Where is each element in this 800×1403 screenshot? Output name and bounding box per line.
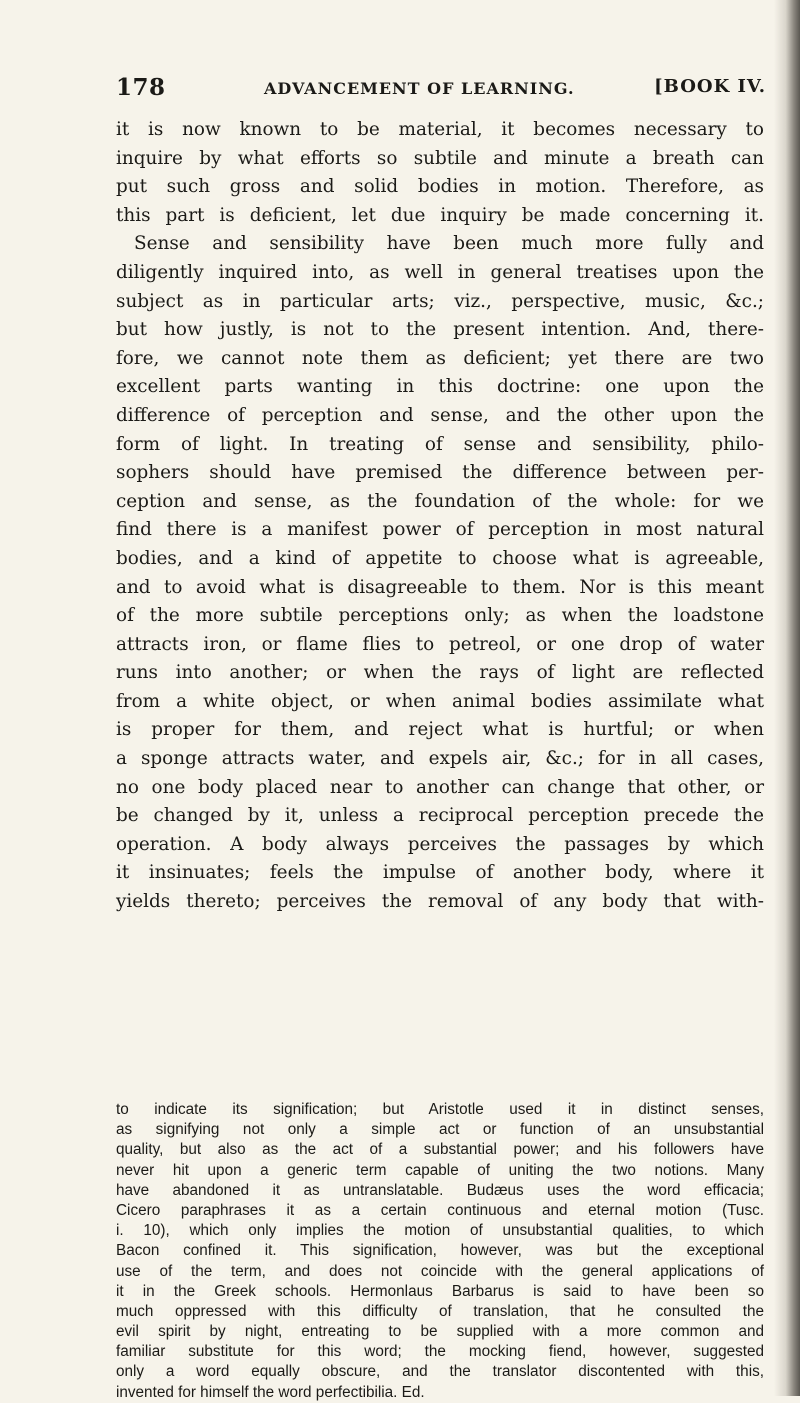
body-line: from a white object, or when animal bodies assimilate what <box>116 690 764 712</box>
body-line: inquire by what efforts so subtile and minute a breath can <box>116 147 764 169</box>
body-line: form of light. In treating of sense and sensibility, philo- <box>116 433 764 455</box>
body-line: this part is deficient, let due inquiry be made concerning it. <box>116 204 764 226</box>
page-edge-shadow <box>774 0 800 1396</box>
running-title: ADVANCEMENT OF LEARNING. <box>264 79 575 98</box>
footnote-line: Cicero paraphrases it as a certain continuous and eternal motion (Tusc. <box>116 1201 764 1219</box>
body-line: diligently inquired into, as well in general treatises upon the <box>116 261 764 283</box>
footnote <box>116 1100 764 1403</box>
footnote-line: Bacon confined it. This signification, however, was but the exceptional <box>116 1242 764 1260</box>
footnote-line: evil spirit by night, entreating to be supplied with a more common and <box>116 1323 764 1341</box>
body-line: of the more subtile perceptions only; as when the loadstone <box>116 605 764 627</box>
body-line: excellent parts wanting in this doctrine: one upon the <box>116 376 764 398</box>
footnote-line: only a word equally obscure, and the translator discontented with this, <box>116 1363 764 1381</box>
footnote-line: quality, but also as the act of a substantial power; and his followers have <box>116 1141 764 1159</box>
footnote-line: as signifying not only a simple act or function of an unsubstantial <box>116 1121 764 1139</box>
body-line: runs into another; or when the rays of light are reflected <box>116 662 764 684</box>
body-line: a sponge attracts water, and expels air, &c.; for in all cases, <box>116 748 764 770</box>
body-line: subject as in particular arts; viz., perspective, music, &c.; <box>116 290 764 312</box>
book-reference: [BOOK IV. <box>654 76 766 97</box>
body-line: be changed by it, unless a reciprocal perception precede the <box>116 805 764 827</box>
body-line: ception and sense, as the foundation of the whole: for we <box>116 490 764 512</box>
body-line: difference of perception and sense, and the other upon the <box>116 404 764 426</box>
body-line: Sense and sensibility have been much more fully and <box>134 233 764 255</box>
body-line: no one body placed near to another can change that other, or <box>116 776 764 798</box>
body-line: bodies, and a kind of appetite to choose what is agreeable, <box>116 547 764 569</box>
body-line: operation. A body always perceives the passages by which <box>116 833 764 855</box>
footnote-line: i. 10), which only implies the motion of unsubstantial qualities, to which <box>116 1222 764 1240</box>
body-line: fore, we cannot note them as deficient; yet there are two <box>116 347 764 369</box>
body-text <box>116 116 764 917</box>
body-line: attracts iron, or flame flies to petreol, or one drop of water <box>116 633 764 655</box>
body-line: find there is a manifest power of perception in most natural <box>116 519 764 541</box>
footnote-line: never hit upon a generic term capable of uniting the two notions. Many <box>116 1161 764 1179</box>
footnote-line: it in the Greek schools. Hermonlaus Barbarus is said to have been so <box>116 1282 764 1300</box>
footnote-line: have abandoned it as untranslatable. Budæus uses the word efficacia; <box>116 1181 764 1199</box>
body-line: but how justly, is not to the present intention. And, there- <box>116 319 764 341</box>
body-line: and to avoid what is disagreeable to them. Nor is this meant <box>116 576 764 598</box>
body-line: it insinuates; feels the impulse of another body, where it <box>116 862 764 884</box>
footnote-line: use of the term, and does not coincide with the general applications of <box>116 1262 764 1280</box>
body-line: it is now known to be material, it becomes necessary to <box>116 119 764 140</box>
page-number: 178 <box>116 74 166 101</box>
body-line: sophers should have premised the difference between per- <box>116 462 764 484</box>
body-line: yields thereto; perceives the removal of any body that with- <box>116 891 764 913</box>
page-header <box>116 74 766 108</box>
footnote-line: much oppressed with this difficulty of translation, that he consulted the <box>116 1302 764 1320</box>
body-line: is proper for them, and reject what is hurtful; or when <box>116 719 764 741</box>
footnote-line: invented for himself the word perfectibilia. Ed. <box>116 1383 425 1401</box>
body-line: put such gross and solid bodies in motion. Therefore, as <box>116 176 764 198</box>
footnote-line: familiar substitute for this word; the mocking fiend, however, suggested <box>116 1343 764 1361</box>
footnote-line: to indicate its signification; but Aristotle used it in distinct senses, <box>116 1101 764 1118</box>
